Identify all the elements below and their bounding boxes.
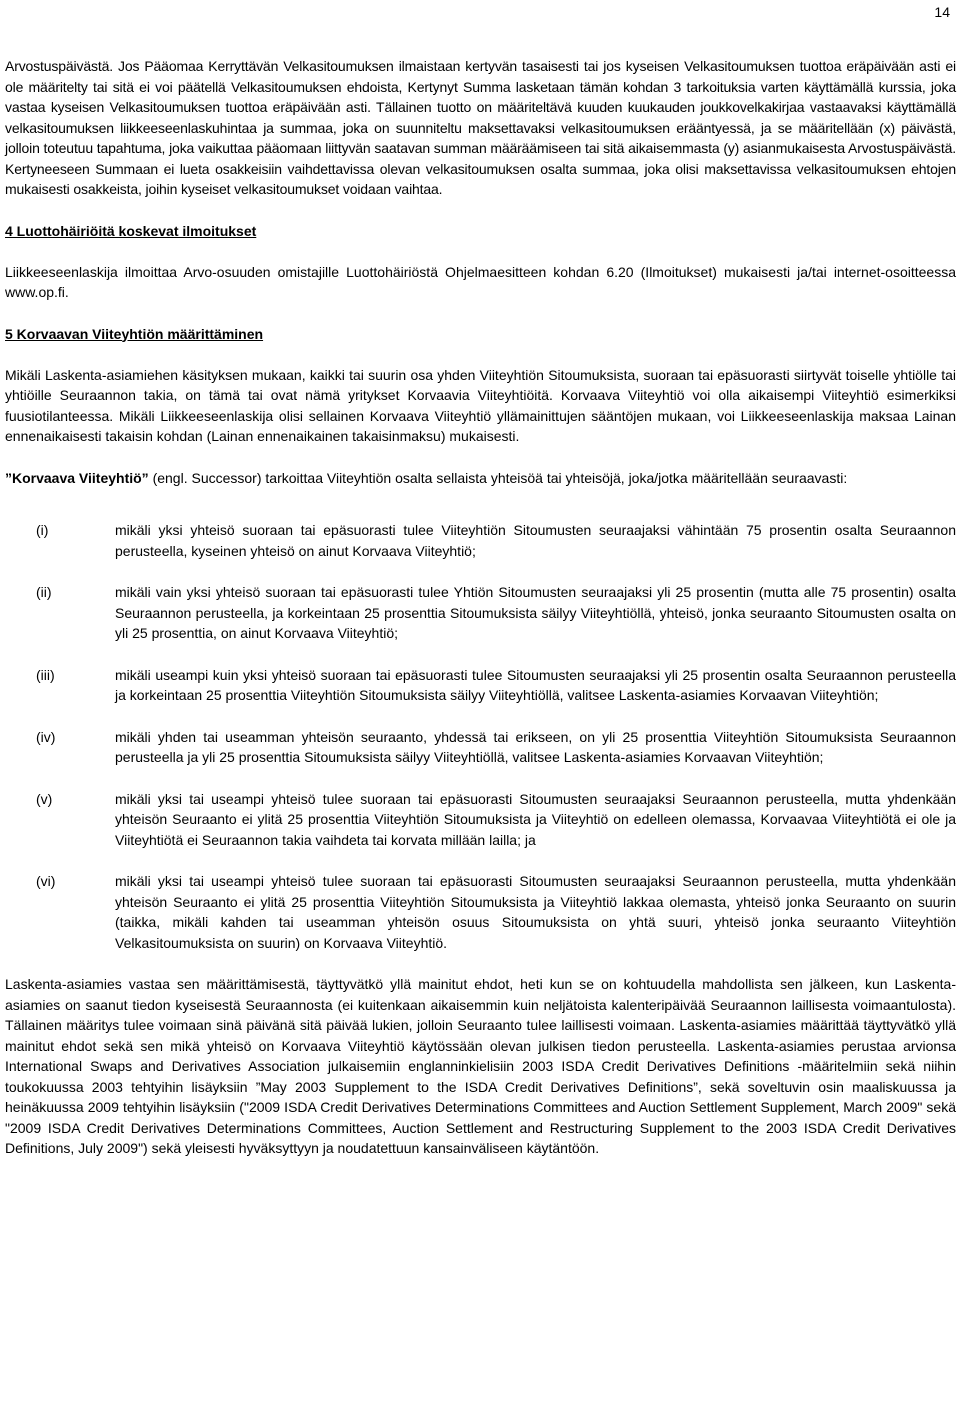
list-item-number: (iii) [36, 666, 55, 683]
list-item-text: mikäli yksi tai useampi yhteisö tulee suoraan tai epäsuorasti Sitoumusten seuraajaksi Seuraannon perusteella, mutta yhdenkään yhteisön Seuraanto ei ylitä 25 prosenttia Viiteyhtiön Sitoumuksista ja Viiteyhtiö lakkaa olemasta, yhteisö jonka Seuraanto on suurin (taikka, mikäli kahden tai useamman yhteisön osuus Sitoumuksista on yhtä suuri, yhteisö jonka seuraanto Viiteyhtiön Velkasitoumuksista on suurin) on Korvaava Viiteyhtiö. [115, 873, 956, 951]
list-item [5, 520, 956, 561]
list-item-number: (iv) [36, 728, 56, 745]
list-item [5, 789, 956, 851]
list-item-number: (vi) [36, 873, 56, 889]
paragraph-successor-intro: Mikäli Laskenta-asiamiehen käsityksen mukaan, kaikki tai suurin osa yhden Viiteyhtiön Sitoumuksista, suoraan tai epäsuorasti siirtyvät toiselle yhtiölle tai yhtiöille Seuraannon takia, on tämä tai ovat nämä yritykset Korvaavia Viiteyhtiöitä. Korvaava Viiteyhtiö voi olla aikaisempi Viiteyhtiö esimerkiksi fuusiotilanteessa. Mikäli Liikkeeseenlaskija olisi sellainen Korvaava Viiteyhtiö yllämainittujen sääntöjen mukaan, voi Liikkeeseenlaskija maksaa Lainan ennenaikaisesti takaisin kohdan (Lainan ennenaikainen takaisinmaksu) mukaisesti. [5, 366, 956, 444]
definition-text: (engl. Successor) tarkoittaa Viiteyhtiön osalta sellaista yhteisöä tai yhteisöjä, joka/jotka määritellään seuraavasti: [148, 469, 848, 486]
defined-term: ”Korvaava Viiteyhtiö” [5, 469, 149, 486]
list-item-text: mikäli yksi yhteisö suoraan tai epäsuorasti tulee Viiteyhtiön Sitoumusten seuraajaksi vähintään 75 prosentin osalta Seuraannon perusteella, kyseinen yhteisö on ainut Korvaava Viiteyhtiö; [115, 522, 956, 559]
paragraph-credit-event-notice: Liikkeeseenlaskija ilmoittaa Arvo-osuuden omistajille Luottohäiriöstä Ohjelmaesitteen kohdan 6.20 (Ilmoitukset) mukaisesti ja/tai internet-osoitteessa www.op.fi. [5, 263, 956, 300]
list-item-text: mikäli yksi tai useampi yhteisö tulee suoraan tai epäsuorasti Sitoumusten seuraajaksi Seuraannon perusteella, mutta yhdenkään yhteisön Seuraanto ei ylitä 25 prosenttia Viiteyhtiön Sitoumuksista ja Viiteyhtiö on edelleen olemassa, Korvaavaa Viiteyhtiötä ei ole ja Viiteyhtiötä ei Seuraannon takia vaihdeta tai korvata millään lailla; ja [115, 790, 956, 848]
list-item-number: (ii) [36, 584, 52, 600]
list-item [5, 871, 956, 953]
list-item-number: (v) [36, 790, 53, 807]
section-heading-5: 5 Korvaavan Viiteyhtiön määrittäminen [5, 325, 264, 342]
list-item [5, 665, 956, 706]
paragraph-accrued-amount: Arvostuspäivästä. Jos Pääomaa Kerryttävän Velkasitoumuksen ilmaistaan kertyvän tasaisesti tai jos kyseisen Velkasitoumuksen tuottoa eräpäivään asti ei ole määritelty tai sitä ei voi päätellä Velkasitoumuksen ehdoista, Kertynyt Summa lasketaan tämän kohdan 3 tarkoituksia varten käyttämällä kurssia, joka vastaa kyseisen Velkasitoumuksen tuottoa eräpäivään asti. Tällainen tuotto on määriteltävä kuuden kuukauden joukkovelkakirjaa vastaavaksi käyttämällä velkasitoumuksen liikkeeseenlaskuhintaa ja summaa, joka on suunniteltu maksettavaksi velkasitoumuksen erääntyessä, ja se määritellään (x) päivästä, jolloin toteutuu tapahtuma, joka vaikuttaa pääomaan liittyvän saatavan summan määräämiseen tai sitä aikaisemmasta (y) asianmukaisesta Arvostuspäivästä. Kertyneeseen Summaan ei lueta osakkeisiin vaihdettavissa olevan velkasitoumuksen osalta summaa, joka olisi maksettavissa velkasitoumuksen ehtojen mukaisesti osakkeista, joihin kyseiset velkasitoumukset voidaan vaihtaa. [5, 58, 956, 197]
list-item-number: (i) [36, 522, 49, 538]
page-number: 14 [934, 4, 950, 20]
document-body [5, 56, 956, 1159]
list-item-text: mikäli useampi kuin yksi yhteisö suoraan tai epäsuorasti tulee Sitoumusten seuraajaksi yli 25 prosentin osalta Seuraannon perusteella ja korkeintaan 25 prosenttia Viiteyhtiön Sitoumuksista säilyy Viiteyhtiöllä, valitsee Laskenta-asiamies Korvaavan Viiteyhtiön; [115, 666, 956, 703]
paragraph-calculation-agent: Laskenta-asiamies vastaa sen määrittämisestä, täyttyvätkö yllä mainitut ehdot, heti kun se on kohtuudella mahdollista sen jälkeen, kun Laskenta-asiamies on saanut tiedon kyseisestä Seuraannosta (ei kuitenkaan aikaisemmin kuin neljätoista kalenteripäivää Seuraannon laillisesta voimaantulosta). Tällainen määritys tulee voimaan sinä päivänä sitä päivää lukien, jolloin Seuraanto tulee laillisesti voimaan. Laskenta-asiamies määrittää täyttyvätkö yllä mainitut ehdot sekä sen mikä yhteisö on Korvaava Viiteyhtiö käytössään olevan julkisen tiedon perusteella. Laskenta-asiamies perustaa arvionsa International Swaps and Derivatives Association julkaisemiin englanninkielisiin 2003 ISDA Credit Derivatives Definitions -määritelmiin sekä niihin toukokuussa 2003 tehtyihin lisäyksiin ”May 2003 Supplement to the ISDA Credit Derivatives Definitions”, sekä soveltuvin osin maaliskuussa ja heinäkuussa 2009 tehtyihin lisäyksiin ("2009 ISDA Credit Derivatives Determinations Committees and Auction Settlement Supplement, March 2009" sekä "2009 ISDA Credit Derivatives Determinations Committees, Auction Settlement and Restructuring Supplement to the 2003 ISDA Credit Derivatives Definitions, July 2009") sekä yleisesti hyväksyttyyn ja noudatettuun kansainväliseen käytäntöön. [5, 976, 956, 1156]
list-item-text: mikäli vain yksi yhteisö suoraan tai epäsuorasti tulee Yhtiön Sitoumusten seuraajaksi yli 25 prosentin (mutta alle 75 prosentin) osalta Seuraannon perusteella, ja korkeintaan 25 prosenttia Sitoumuksista säilyy Viiteyhtiöllä, yhteisö, jonka seuraanto Sitoumusten osalta on yli 25 prosenttia, on ainut Korvaava Viiteyhtiö; [115, 584, 956, 641]
spacer [5, 447, 956, 468]
section-heading-4: 4 Luottohäiriöitä koskevat ilmoitukset [5, 222, 257, 239]
successor-list [5, 520, 956, 953]
paragraph-successor-definition [5, 468, 956, 489]
list-item [5, 727, 956, 768]
spacer [5, 488, 956, 520]
list-item [5, 582, 956, 644]
list-item-text: mikäli yhden tai useamman yhteisön seuraanto, yhdessä tai erikseen, on yli 25 prosenttia Viiteyhtiön Sitoumuksista Seuraannon perusteella ja yli 25 prosenttia Sitoumuksista säilyy Viiteyhtiöllä, valitsee Laskenta-asiamies Korvaavan Viiteyhtiön; [115, 728, 956, 765]
